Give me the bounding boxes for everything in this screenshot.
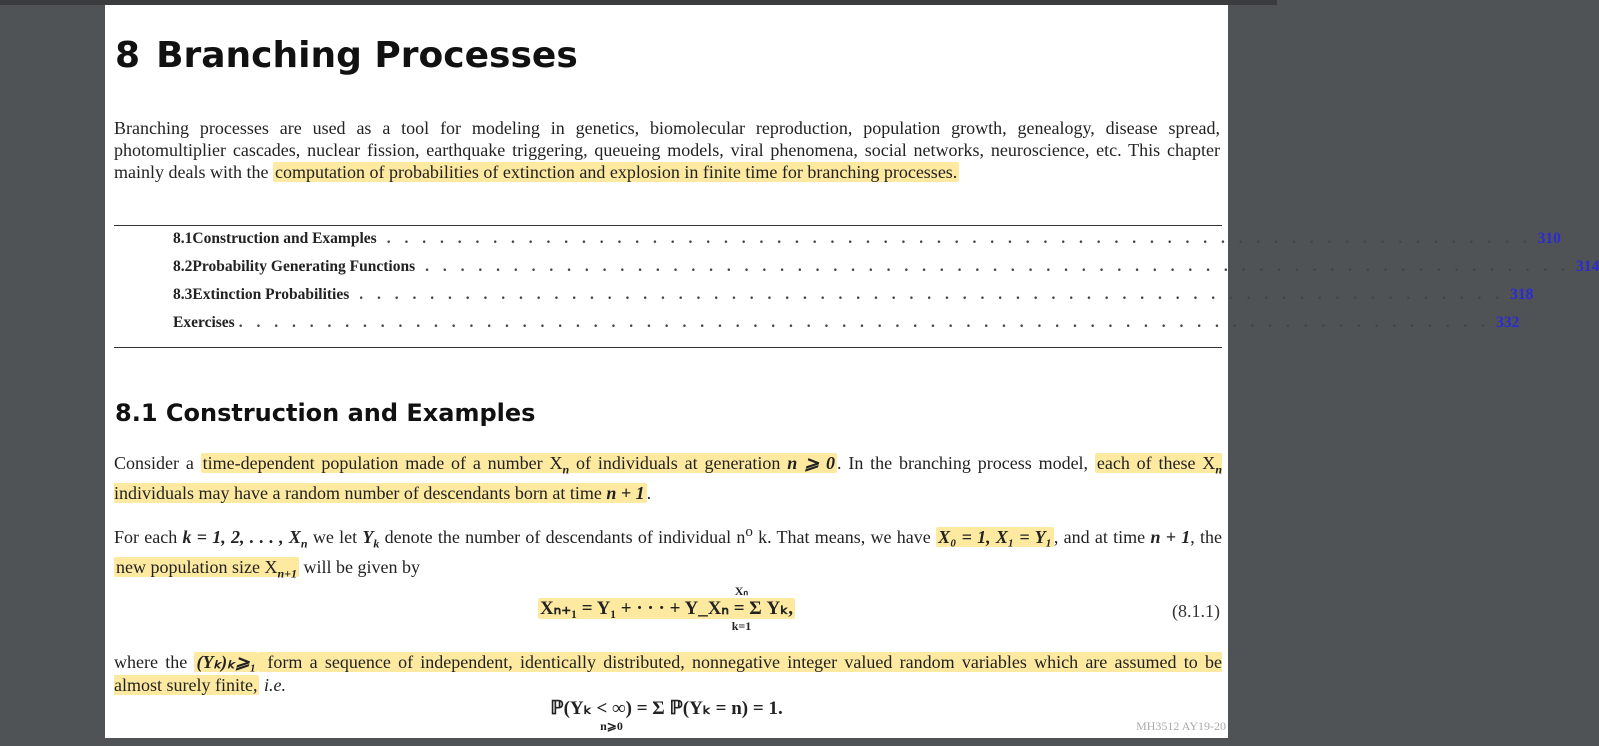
math: n ⩾ 0	[787, 453, 835, 473]
sum-lower-limit: k=1	[731, 619, 752, 633]
toc-dots: . . . . . . . . . . . . . . . . . . . . . . . . . . . . . . . . . . . . . . . . . . . . . . . . . . . . . . . . . . . . . . . . .	[425, 258, 1571, 275]
text: of individuals at generation	[569, 453, 788, 473]
page-footer: MH3512 AY19-20	[1136, 719, 1226, 733]
toc-dots: . . . . . . . . . . . . . . . . . . . . . . . . . . . . . . . . . . . . . . . . . . . . . . . . . . . . . . . . . . . . . . . . .	[359, 286, 1505, 303]
sum-lower-limit: n⩾0	[600, 719, 623, 733]
text: i.e.	[259, 675, 286, 695]
intro-highlight: computation of probabilities of extinction and explosion in finite time for branching processes.	[274, 162, 958, 182]
subscript: k	[373, 536, 380, 551]
paragraph-1	[114, 452, 1222, 505]
highlight: X₀ = 1, X₁ = Y₁	[938, 527, 1052, 547]
math: k = 1, 2, . . . , X	[182, 527, 301, 547]
toc-page-link[interactable]: 318	[1510, 286, 1534, 303]
section-title	[115, 399, 535, 427]
section-title-text: Construction and Examples	[165, 399, 536, 427]
paragraph-3	[114, 651, 1222, 697]
chapter-title-text: Branching Processes	[156, 35, 578, 76]
toc-title: Probability Generating Functions	[192, 258, 416, 275]
chapter-title	[115, 35, 578, 76]
highlight: (Yₖ)ₖ⩾₁	[196, 652, 257, 672]
toc-bottom-rule	[114, 347, 1222, 348]
intro-text: Branching processes are used as a tool for modeling in genetics, biomolecular reproduction, population growth, genealogy, disease spread, photomultiplier cascades, nuclear fission, earthquake triggering, queueing models, viral phenomena, social networks, neuroscience, etc. This chapter mainly deals with the	[114, 118, 1220, 182]
toc-page-link[interactable]: 332	[1496, 314, 1520, 331]
subscript: n	[300, 536, 308, 551]
text: k. That means, we have	[752, 527, 937, 547]
math: Y	[362, 527, 374, 547]
highlight	[201, 453, 837, 477]
superscript: o	[745, 524, 753, 540]
highlight: form a sequence of independent, identically distributed, nonnegative integer valued random variables which are assumed to be almost surely finite,	[114, 652, 1223, 695]
math: n + 1	[1150, 527, 1191, 547]
text: , the	[1190, 527, 1222, 547]
paragraph-2	[114, 521, 1222, 585]
equation-text: Xₙ₊₁ = Y₁ + · · · + Y_Xₙ = Σ Yₖ,	[539, 598, 794, 619]
text: For each	[114, 527, 183, 547]
text: individuals may have a random number of descendants born at time	[114, 482, 607, 503]
text: denote the number of descendants of individual n	[379, 527, 746, 547]
intro-paragraph	[114, 117, 1220, 183]
text: time-dependent population made of a number X	[202, 453, 563, 473]
subscript: n+1	[277, 566, 297, 581]
text: where the	[114, 652, 195, 672]
text: Consider a	[114, 453, 201, 473]
toc-title: Construction and Examples	[192, 230, 377, 247]
toc-dots: . . . . . . . . . . . . . . . . . . . . . . . . . . . . . . . . . . . . . . . . . . . . . . . . . . . . . . . . . . . . . . . . .	[386, 230, 1532, 247]
text: new population size X	[116, 556, 278, 577]
document-page	[105, 5, 1599, 738]
toc-entry[interactable]	[173, 284, 1534, 306]
toc-number: 8.1	[173, 230, 193, 247]
highlight	[114, 556, 299, 581]
text: . In the branching process model,	[837, 453, 1095, 473]
math: n + 1	[606, 482, 645, 503]
text: .	[646, 482, 652, 503]
toc-page-link[interactable]: 314	[1576, 258, 1599, 275]
toc-number: 8.3	[173, 286, 193, 303]
toc-title: Extinction Probabilities	[192, 286, 350, 303]
equation-text: ℙ(Yₖ < ∞) = Σ ℙ(Yₖ = n) = 1.	[550, 698, 783, 719]
text: , and at time	[1053, 527, 1151, 547]
toc-dots: . . . . . . . . . . . . . . . . . . . . . . . . . . . . . . . . . . . . . . . . . . . . . . . . . . . . . . . . . . . . . . . . . . . . . . .	[238, 314, 1491, 331]
text: each of these X	[1096, 453, 1216, 473]
toc-entry[interactable]	[173, 256, 1599, 278]
equation-number: (8.1.1)	[1172, 601, 1220, 621]
section-number: 8.1	[115, 399, 158, 427]
toc-number: 8.2	[173, 258, 193, 275]
text: will be given by	[298, 556, 420, 577]
sum-upper-limit: Xₙ	[734, 584, 749, 598]
toc-page-link[interactable]: 310	[1537, 230, 1561, 247]
subscript: n	[562, 462, 570, 477]
toc-title: Exercises	[173, 314, 235, 331]
toc-top-rule	[114, 225, 1222, 226]
equation-8-1-1	[105, 585, 1228, 632]
text: we let	[307, 527, 363, 547]
equation-probability	[105, 697, 1228, 732]
toc-entry[interactable]	[173, 228, 1561, 250]
toc-entry[interactable]	[173, 312, 1520, 334]
chapter-number: 8	[115, 35, 141, 76]
subscript: n	[1215, 462, 1222, 477]
